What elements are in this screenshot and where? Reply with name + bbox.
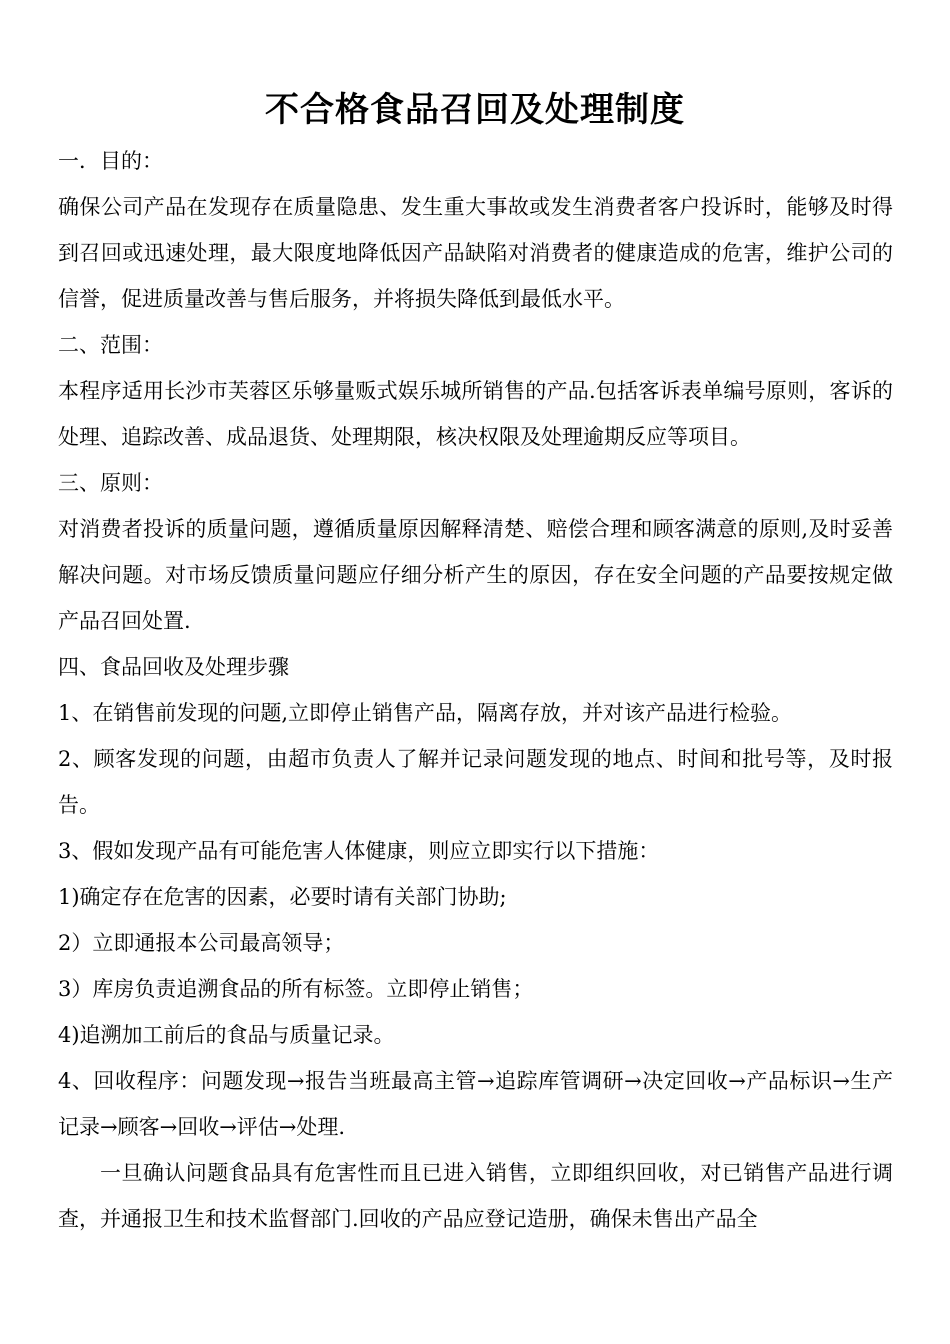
paragraph: 确保公司产品在发现存在质量隐患、发生重大事故或发生消费者客户投诉时，能够及时得到召回或迅速处理，最大限度地降低因产品缺陷对消费者的健康造成的危害，维护公司的信誉，促进质量改善与售后服务，并将损失降低到最低水平。 xyxy=(58,195,893,311)
paragraph: 一旦确认问题食品具有危害性而且已进入销售，立即组织回收，对已销售产品进行调查，并通报卫生和技术监督部门.回收的产品应登记造册，确保未售出产品全 xyxy=(58,1161,893,1231)
paragraph: 2、顾客发现的问题，由超市负责人了解并记录问题发现的地点、时间和批号等，及时报告。 xyxy=(58,747,893,817)
document-body xyxy=(58,138,893,1242)
paragraph: 二、范围： xyxy=(58,333,163,357)
paragraph: 一．目的： xyxy=(58,149,163,173)
paragraph: 4、回收程序：问题发现→报告当班最高主管→追踪库管调研→决定回收→产品标识→生产记录→顾客→回收→评估→处理. xyxy=(58,1069,893,1139)
paragraph: 四、食品回收及处理步骤 xyxy=(58,655,289,679)
paragraph: 三、原则： xyxy=(58,471,163,495)
paragraph: 本程序适用长沙市芙蓉区乐够量贩式娱乐城所销售的产品.包括客诉表单编号原则，客诉的处理、追踪改善、成品退货、处理期限，核决权限及处理逾期反应等项目。 xyxy=(58,379,893,449)
paragraph: 3）库房负责追溯食品的所有标签。立即停止销售； xyxy=(58,977,534,1001)
paragraph: 3、假如发现产品有可能危害人体健康，则应立即实行以下措施： xyxy=(58,839,660,863)
paragraph: 4)追溯加工前后的食品与质量记录。 xyxy=(58,1023,395,1047)
paragraph: 1、在销售前发现的问题,立即停止销售产品，隔离存放，并对该产品进行检验。 xyxy=(58,701,793,725)
document-title: 不合格食品召回及处理制度 xyxy=(265,89,685,130)
paragraph: 1)确定存在危害的因素，必要时请有关部门协助; xyxy=(58,885,507,909)
paragraph: 对消费者投诉的质量问题，遵循质量原因解释清楚、赔偿合理和顾客满意的原则,及时妥善解决问题。对市场反馈质量问题应仔细分析产生的原因，存在安全问题的产品要按规定做产品召回处置. xyxy=(58,517,893,633)
paragraph: 2）立即通报本公司最高领导； xyxy=(58,931,345,955)
